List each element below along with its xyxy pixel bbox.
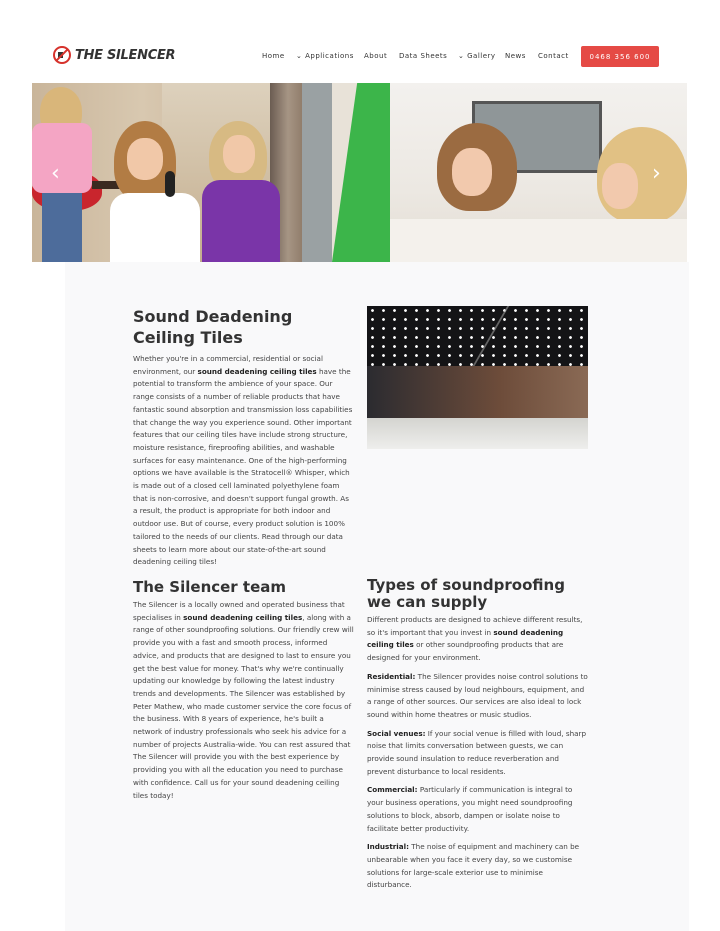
type-residential-label: Residential:	[367, 671, 416, 681]
woman-figure-face	[602, 163, 638, 209]
intro-text-before: Whether you're in a commercial, residential or social environment, our	[133, 354, 323, 376]
nav-item-data-sheets[interactable]: Data Sheets	[399, 52, 448, 60]
nav-item-applications-label: Applications	[305, 52, 354, 60]
type-industrial-text: The noise of equipment and machinery can be unbearable when you face it every day, so we customise solutions for large-scale exterior use to minimise disturbance.	[367, 842, 580, 890]
sofa-shape	[390, 219, 687, 262]
types-intro-bold: sound deadening ceiling tiles	[367, 627, 564, 650]
phone-call-button[interactable]: 0468 356 600	[581, 46, 659, 67]
nav-item-gallery[interactable]	[458, 52, 496, 60]
intro-heading: Sound Deadening Ceiling Tiles	[133, 307, 293, 347]
type-social-label: Social venues:	[367, 728, 426, 738]
girl-figure-body	[110, 193, 200, 262]
type-industrial-label: Industrial:	[367, 842, 409, 852]
type-commercial	[367, 784, 589, 835]
nav-item-home[interactable]: Home	[262, 52, 285, 60]
girl-figure-face	[127, 138, 163, 180]
girl-figure-body	[202, 180, 280, 262]
nav-item-about[interactable]: About	[364, 52, 388, 60]
woman-figure-face	[452, 148, 492, 196]
type-commercial-text: Particularly if communication is integral to your business operations, you might need soundproofing solutions to block, absorb, dampen or isolate noise to facilitate better productivity.	[367, 785, 573, 833]
hero-divider-grey	[302, 83, 332, 262]
intro-bold: sound deadening ceiling tiles	[197, 366, 317, 376]
nav-item-gallery-label: Gallery	[467, 52, 496, 60]
hall-wall	[367, 366, 588, 420]
site-logo[interactable]	[53, 46, 175, 64]
chevron-left-icon[interactable]: ‹	[51, 161, 60, 186]
nav-item-applications[interactable]	[296, 52, 354, 60]
team-paragraph	[133, 599, 355, 802]
intro-paragraph	[133, 353, 355, 569]
no-sound-icon	[53, 46, 71, 64]
girl-figure-legs	[42, 193, 82, 262]
types-intro-before: Different products are designed to achieve different results, so it's important that you invest in	[367, 615, 583, 637]
chevron-down-icon: ⌄	[296, 52, 303, 60]
girl-figure-body	[32, 123, 92, 193]
hall-floor	[367, 418, 588, 449]
logo-text: THE SILENCER	[75, 47, 176, 63]
team-text-after: , along with a range of other soundproofing solutions. Our friendly crew will provide you with a fast and smooth process, informed advice, and products that are designed to last to ensure you get the best value for money. That's why we're continually updating our knowledge by following the latest industry trends and developments. The Silencer was established by Peter Mathew, who made customer service the core focus of the business. With 8 years of experience, he's built a network of industry professionals who seek his advice for a number of projects Australia-wide. You can rest assured that The Silencer will provide you with the best experience by providing you with all the education you need to purchase with confidence. Call us for your sound deadening ceiling tiles today!	[133, 612, 354, 800]
team-bold: sound deadening ceiling tiles	[183, 612, 303, 622]
chevron-right-icon[interactable]: ›	[652, 161, 661, 186]
team-heading: The Silencer team	[133, 578, 287, 596]
nav-item-news[interactable]: News	[505, 52, 526, 60]
microphone-shape	[165, 171, 175, 197]
ceiling-tiles-photo	[367, 306, 588, 449]
types-heading: Types of soundproofing we can supply	[367, 576, 565, 611]
chevron-down-icon: ⌄	[458, 52, 465, 60]
type-social-venues	[367, 728, 589, 779]
type-social-text: If your social venue is filled with loud, sharp noise that limits conversation between guests, we can provide sound insulation to reduce reverberation and prevent disturbance to local residents.	[367, 728, 587, 776]
hero-slider	[32, 83, 687, 262]
types-intro	[367, 614, 589, 665]
type-residential	[367, 671, 589, 722]
team-text-before: The Silencer is a locally owned and operated business that specialises in	[133, 600, 345, 622]
type-industrial	[367, 841, 589, 892]
girl-figure-face	[223, 135, 255, 173]
intro-text-after: have the potential to transform the ambience of your space. Our range consists of a number of reliable products that have fantastic sound absorption and transmission loss capabilities that change the way you experience sound. Other important features that our ceiling tiles have include strong structure, moisture resistance, fireproofing abilities, and washable surfaces for easy maintenance. One of the high-performing options we have available is the Stratocell® Whisper, which is made out of a closed cell laminated polyethylene foam that is non-corrosive, and doesn't support fungal growth. As a result, the product is appropriate for both indoor and outdoor use. But of course, every product solution is 100% tailored to the needs of our clients. Read through our data sheets to learn more about our state-of-the-art sound deadening ceiling tiles!	[133, 366, 353, 567]
types-intro-after: or other soundproofing products that are designed for your environment.	[367, 640, 564, 663]
type-commercial-label: Commercial:	[367, 785, 418, 795]
nav-item-contact[interactable]: Contact	[538, 52, 569, 60]
type-residential-text: The Silencer provides noise control solutions to minimise stress caused by loud neighbours, equipment, and a range of other sources. Our services are also ideal to lock sound within home theatres or music studios.	[367, 671, 588, 719]
types-list	[367, 614, 589, 898]
